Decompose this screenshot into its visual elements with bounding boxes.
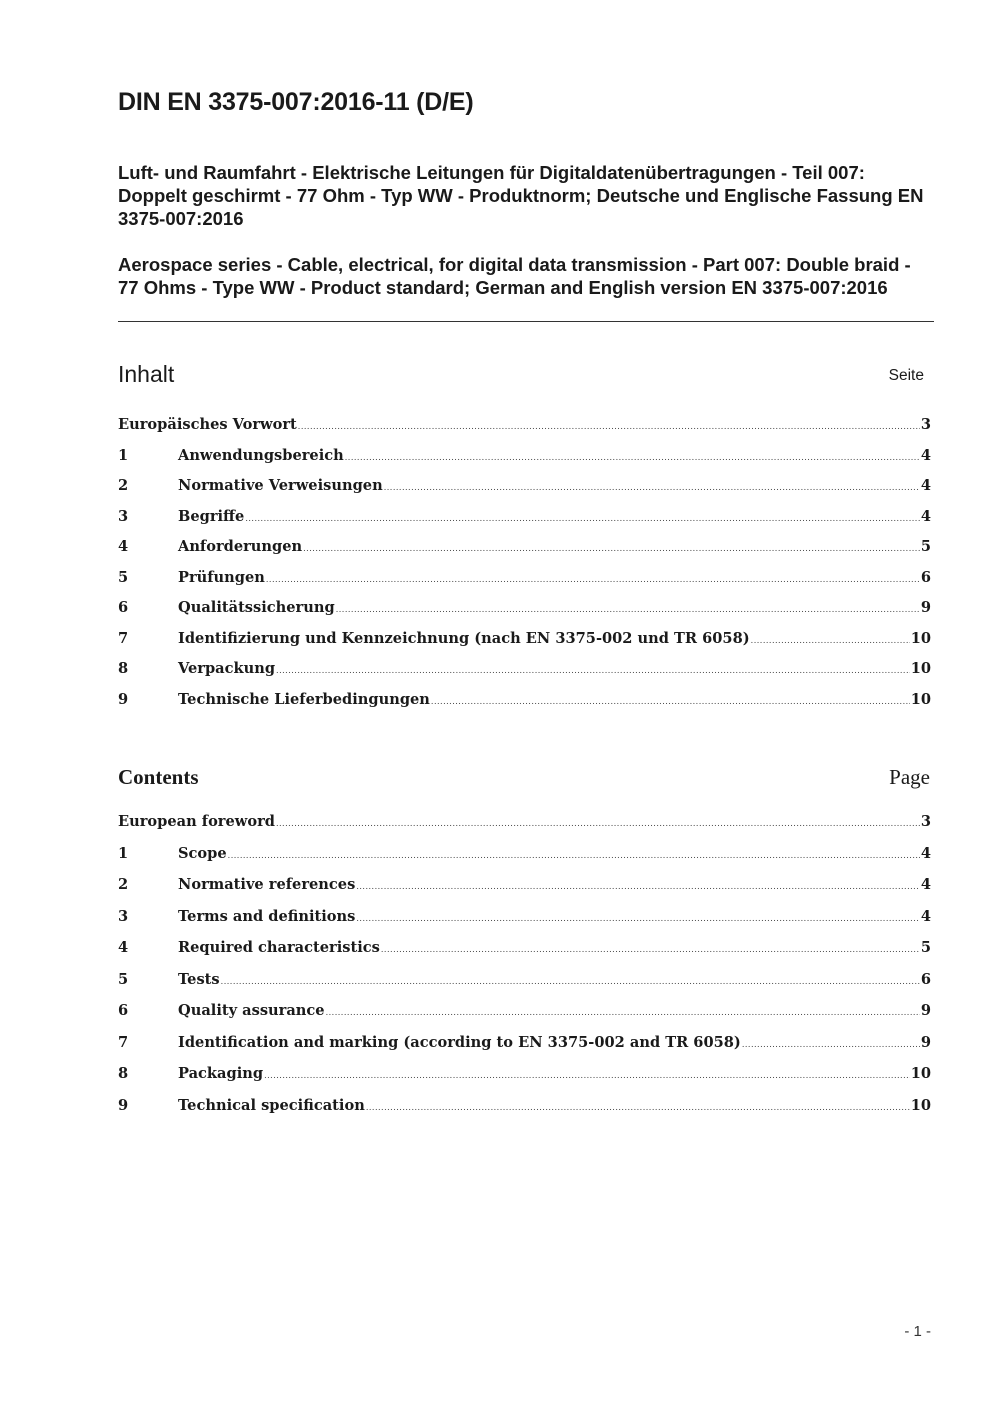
toc-entry-number: 1: [118, 446, 129, 464]
dot-leader: [356, 914, 919, 923]
toc-entry-number: 9: [118, 1096, 129, 1114]
toc-de-list: [118, 416, 931, 721]
toc-entry-number: 3: [118, 507, 129, 525]
title-english: Aerospace series - Cable, electrical, for digital data transmission - Part 007: Double braid - 77 Ohms - Type WW - Product standard; German and English version EN 3375-007:2016: [118, 254, 911, 298]
toc-entry-number: 5: [118, 568, 129, 586]
toc-entry-page: 3: [920, 813, 931, 830]
dot-leader: [303, 544, 920, 553]
toc-en-entry[interactable]: [118, 876, 931, 908]
toc-entry-number: 8: [118, 1065, 129, 1082]
toc-en-entry[interactable]: [118, 845, 931, 877]
toc-en-entry[interactable]: [118, 939, 931, 971]
dot-leader: [245, 514, 920, 523]
toc-de-header: [118, 358, 930, 388]
document-id: DIN EN 3375-007:2016-11 (D/E): [118, 88, 474, 116]
toc-entry-number: 2: [118, 876, 129, 893]
toc-entry-label: Technical specification: [178, 1096, 365, 1114]
toc-en-entry[interactable]: [118, 1002, 931, 1034]
dot-leader: [345, 453, 920, 462]
toc-entry-label: Tests: [178, 970, 220, 988]
dot-leader: [336, 605, 920, 614]
toc-en-entry[interactable]: [118, 1034, 931, 1066]
toc-entry-label: Normative references: [178, 876, 356, 893]
toc-entry-label: Terms and definitions: [178, 907, 356, 925]
toc-entry-number: 8: [118, 660, 129, 677]
toc-en-entry[interactable]: [118, 1065, 931, 1097]
toc-entry-number: 3: [118, 907, 129, 925]
dot-leader: [276, 819, 920, 828]
toc-de-entry[interactable]: [118, 691, 931, 722]
toc-entry-page: 4: [920, 907, 931, 925]
dot-leader: [264, 1071, 910, 1080]
toc-de-entry[interactable]: [118, 630, 931, 661]
toc-de-entry[interactable]: [118, 508, 931, 539]
toc-entry-number: 7: [118, 629, 129, 647]
toc-entry-number: 7: [118, 1033, 129, 1051]
toc-en-entry[interactable]: [118, 813, 931, 845]
toc-de-entry[interactable]: [118, 477, 931, 508]
toc-entry-page: 4: [920, 507, 931, 525]
toc-entry-label: European foreword: [118, 813, 275, 830]
toc-entry-label: Verpackung: [178, 660, 276, 677]
dot-leader: [326, 1008, 920, 1017]
toc-entry-page: 10: [910, 629, 931, 647]
toc-entry-label: Normative Verweisungen: [178, 477, 383, 494]
dot-leader: [366, 1103, 910, 1112]
page-number: - 1 -: [904, 1323, 931, 1340]
toc-de-entry[interactable]: [118, 660, 931, 691]
toc-entry-page: 6: [920, 970, 931, 988]
toc-entry-label: Technische Lieferbedingungen: [178, 690, 430, 708]
toc-en-list: [118, 813, 931, 1128]
toc-en-entry[interactable]: [118, 1097, 931, 1129]
dot-leader: [298, 422, 920, 431]
toc-en-header: [118, 760, 930, 790]
dot-leader: [742, 1040, 920, 1049]
toc-entry-page: 9: [920, 599, 931, 616]
dot-leader: [356, 882, 920, 891]
toc-entry-page: 4: [920, 844, 931, 862]
toc-entry-label: Europäisches Vorwort: [118, 416, 297, 433]
title-german: Luft- und Raumfahrt - Elektrische Leitungen für Digitaldatenübertragungen - Teil 007: Doppelt geschirmt - 77 Ohm - Typ WW - Produktnorm; Deutsche und Englische Fassung EN 3375-007:2016: [118, 162, 924, 229]
toc-en-heading: Contents: [118, 765, 199, 789]
toc-entry-page: 4: [920, 876, 931, 893]
toc-de-page-heading: Seite: [888, 367, 924, 384]
toc-entry-label: Required characteristics: [178, 939, 380, 956]
toc-entry-page: 5: [920, 538, 931, 555]
toc-entry-number: 6: [118, 599, 129, 616]
toc-entry-label: Anwendungsbereich: [178, 446, 344, 464]
toc-entry-number: 4: [118, 939, 129, 956]
toc-entry-number: 2: [118, 477, 129, 494]
toc-entry-label: Identifizierung und Kennzeichnung (nach EN 3375-002 und TR 6058): [178, 629, 750, 647]
toc-entry-page: 3: [920, 416, 931, 433]
toc-entry-number: 1: [118, 844, 129, 862]
dot-leader: [381, 945, 920, 954]
toc-entry-page: 6: [920, 568, 931, 586]
toc-de-entry[interactable]: [118, 599, 931, 630]
toc-entry-page: 4: [920, 477, 931, 494]
toc-entry-page: 10: [910, 1065, 931, 1082]
dot-leader: [384, 483, 920, 492]
dot-leader: [431, 697, 910, 706]
toc-entry-label: Identification and marking (according to EN 3375-002 and TR 6058): [178, 1033, 741, 1051]
toc-en-entry[interactable]: [118, 908, 931, 940]
toc-entry-label: Qualitätssicherung: [178, 599, 335, 616]
toc-en-page-heading: Page: [889, 765, 930, 789]
toc-entry-label: Anforderungen: [178, 538, 303, 555]
toc-entry-page: 4: [920, 446, 931, 464]
toc-entry-page: 10: [910, 1096, 931, 1114]
toc-entry-label: Scope: [178, 844, 227, 862]
dot-leader: [276, 666, 910, 675]
toc-entry-number: 6: [118, 1002, 129, 1019]
toc-de-entry[interactable]: [118, 416, 931, 447]
title-divider: [118, 321, 934, 322]
toc-de-entry[interactable]: [118, 447, 931, 478]
toc-entry-page: 10: [910, 660, 931, 677]
toc-entry-page: 9: [920, 1002, 931, 1019]
toc-en-entry[interactable]: [118, 971, 931, 1003]
toc-de-entry[interactable]: [118, 538, 931, 569]
toc-entry-number: 9: [118, 690, 129, 708]
toc-entry-label: Begriffe: [178, 507, 245, 525]
toc-de-entry[interactable]: [118, 569, 931, 600]
toc-entry-number: 4: [118, 538, 129, 555]
toc-entry-number: 5: [118, 970, 129, 988]
dot-leader: [266, 575, 920, 584]
toc-entry-label: Packaging: [178, 1065, 264, 1082]
toc-de-heading: Inhalt: [118, 361, 175, 387]
toc-entry-page: 10: [910, 690, 931, 708]
toc-entry-page: 5: [920, 939, 931, 956]
toc-entry-label: Prüfungen: [178, 568, 265, 586]
dot-leader: [221, 977, 920, 986]
toc-entry-label: Quality assurance: [178, 1002, 325, 1019]
dot-leader: [228, 851, 920, 860]
toc-entry-page: 9: [920, 1033, 931, 1051]
dot-leader: [751, 636, 910, 645]
